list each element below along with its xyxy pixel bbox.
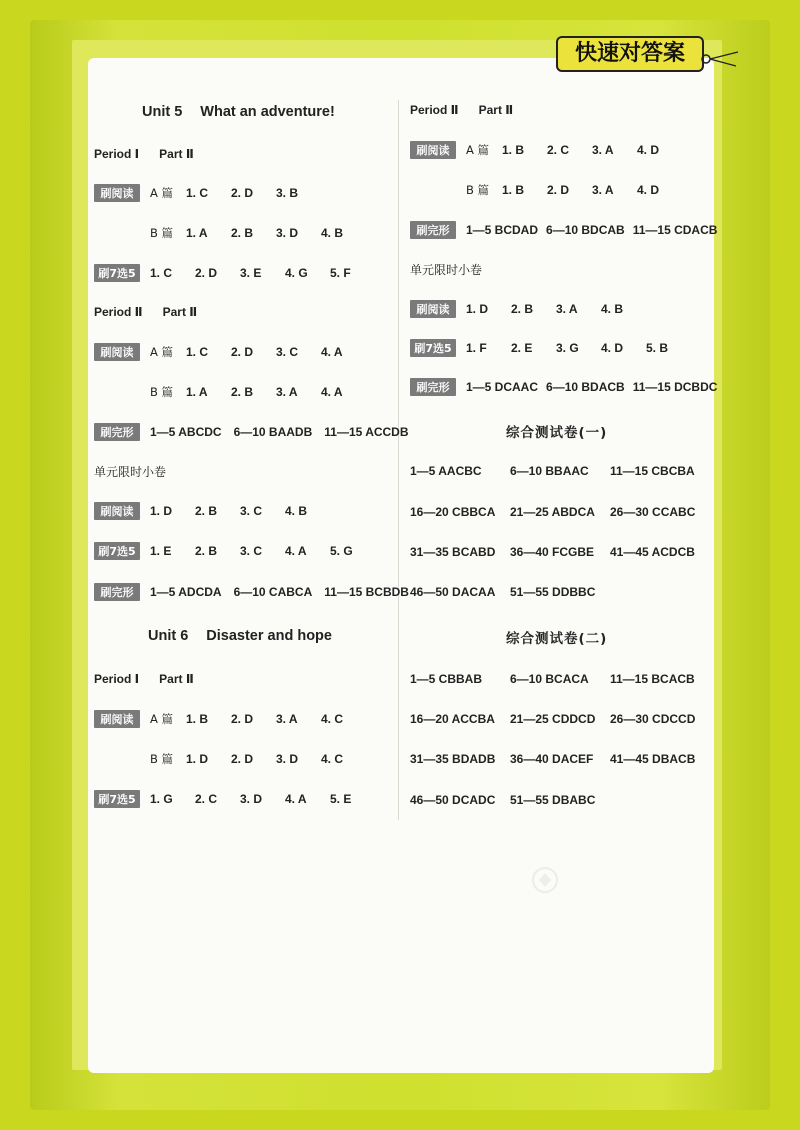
answer-group: 51—55 DDBBC	[510, 585, 596, 599]
seven-choose-five-tag: 刷7选5	[94, 790, 140, 808]
answer: 1. A	[186, 385, 208, 399]
answer-row	[410, 138, 682, 162]
answer-row	[94, 181, 321, 205]
answer: 1. G	[150, 792, 173, 806]
answer-group: 1—5 ABCDC	[150, 425, 222, 439]
period-label: Period Ⅱ	[410, 103, 459, 117]
answer-group: 31—35 BDADB	[410, 752, 496, 766]
answer: 3. D	[240, 792, 263, 806]
reading-tag: 刷阅读	[94, 710, 140, 728]
answer: 1. B	[186, 712, 209, 726]
answer-group: 6—10 BDACB	[546, 380, 625, 394]
answer-group: 1—5 ADCDA	[150, 585, 222, 599]
answer: 2. C	[195, 792, 218, 806]
answer-row	[410, 707, 710, 731]
answer: 2. D	[547, 183, 570, 197]
part-label: Part Ⅱ	[159, 147, 194, 161]
answer-group: 1—5 CBBAB	[410, 672, 483, 686]
answer: 1. A	[186, 226, 208, 240]
answer-group: 11—15 ACCDB	[324, 425, 409, 439]
unit6-title	[148, 624, 332, 648]
answer-group: 11—15 DCBDC	[632, 380, 718, 394]
seven-choose-five-tag: 刷7选5	[94, 542, 140, 560]
part-label: Part Ⅱ	[159, 672, 194, 686]
answer: 3. A	[556, 302, 578, 316]
seven-choose-five-tag: 刷7选5	[410, 339, 456, 357]
answer: 5. F	[330, 266, 351, 280]
answer-group: 16—20 CBBCA	[410, 505, 496, 519]
part-label: Part Ⅱ	[478, 103, 514, 117]
answer: 2. C	[547, 143, 570, 157]
unit-name: What an adventure!	[200, 104, 335, 120]
cloze-tag: 刷完形	[94, 583, 140, 601]
answer: 4. B	[285, 504, 308, 518]
answer-group: 36—40 DACEF	[510, 752, 594, 766]
passage-label: B 篇	[466, 183, 490, 197]
answer: 2. E	[511, 341, 533, 355]
answer: 4. D	[601, 341, 624, 355]
answer: 2. B	[195, 504, 218, 518]
answer: 1. B	[502, 183, 525, 197]
answer-row	[410, 788, 610, 812]
answer-page	[88, 58, 714, 1073]
period-label: Period Ⅱ	[94, 305, 143, 319]
answer-row	[410, 218, 717, 242]
answer: 1. B	[502, 143, 525, 157]
period-label: Period Ⅰ	[94, 147, 140, 161]
reading-tag: 刷阅读	[94, 502, 140, 520]
answer: 2. D	[231, 345, 254, 359]
period-row	[94, 300, 197, 324]
answer: 4. C	[321, 752, 344, 766]
answer-row	[94, 707, 366, 731]
answer-row	[94, 539, 375, 563]
period-row	[94, 142, 194, 166]
answer-group: 41—45 DBACB	[610, 752, 696, 766]
answer: 2. D	[231, 186, 254, 200]
period-row	[410, 98, 513, 122]
answer-row	[94, 380, 366, 404]
answer-group: 1—5 BCDAD	[466, 223, 539, 237]
answer-group: 26—30 CDCCD	[610, 712, 696, 726]
unit5-title	[142, 100, 335, 124]
cloze-tag: 刷完形	[410, 378, 456, 396]
answer-row	[410, 297, 646, 321]
answer: 4. A	[285, 792, 307, 806]
passage-label: B 篇	[150, 226, 174, 240]
cloze-tag: 刷完形	[94, 423, 140, 441]
period-row	[94, 667, 194, 691]
answer: 4. C	[321, 712, 344, 726]
answer: 1. C	[186, 186, 209, 200]
answer: 5. B	[646, 341, 669, 355]
pin-icon	[700, 50, 740, 70]
answer: 3. B	[276, 186, 299, 200]
answer: 4. A	[321, 385, 343, 399]
reading-tag: 刷阅读	[410, 141, 456, 159]
answer-row	[94, 340, 366, 364]
answer-group: 1—5 AACBC	[410, 464, 482, 478]
answer-group: 21—25 CDDCD	[510, 712, 596, 726]
answer: 3. G	[556, 341, 579, 355]
answer: 4. A	[285, 544, 307, 558]
reading-tag: 刷阅读	[94, 184, 140, 202]
answer: 4. B	[601, 302, 624, 316]
answer-group: 6—10 CABCA	[233, 585, 313, 599]
answer: 1. F	[466, 341, 487, 355]
answer: 4. A	[321, 345, 343, 359]
answer-row	[94, 261, 375, 285]
answer: 2. B	[231, 226, 254, 240]
answer-group: 21—25 ABDCA	[510, 505, 595, 519]
answer: 5. G	[330, 544, 353, 558]
period-label: Period Ⅰ	[94, 672, 140, 686]
answer-group: 26—30 CCABC	[610, 505, 696, 519]
answer-group: 11—15 CDACB	[632, 223, 718, 237]
answer-group: 6—10 BDCAB	[546, 223, 625, 237]
answer-row	[410, 178, 682, 202]
answer: 2. B	[511, 302, 534, 316]
reading-tag: 刷阅读	[410, 300, 456, 318]
answer-group: 1—5 DCAAC	[466, 380, 539, 394]
answer: 3. D	[276, 752, 299, 766]
answer: 2. B	[231, 385, 254, 399]
answer: 3. A	[276, 385, 298, 399]
answer: 1. D	[466, 302, 489, 316]
answer-row	[410, 459, 710, 483]
answer: 3. E	[240, 266, 262, 280]
answer-group: 11—15 BCACB	[610, 672, 695, 686]
unit-number: Unit 5	[142, 104, 183, 120]
answer-row	[410, 580, 610, 604]
answer-row	[94, 420, 421, 444]
answer: 1. E	[150, 544, 172, 558]
reading-tag: 刷阅读	[94, 343, 140, 361]
answer-row	[94, 787, 375, 811]
answer: 4. D	[637, 143, 660, 157]
answer: 1. C	[186, 345, 209, 359]
answer-group: 46—50 DCADC	[410, 793, 496, 807]
answer: 3. C	[240, 504, 263, 518]
answer-group: 11—15 CBCBA	[610, 464, 695, 478]
answer-row	[410, 375, 717, 399]
answer-group: 36—40 FCGBE	[510, 545, 595, 559]
answer-row	[410, 747, 710, 771]
answer: 2. D	[195, 266, 218, 280]
answer-group: 41—45 ACDCB	[610, 545, 695, 559]
answer: 3. C	[276, 345, 299, 359]
answer-row	[94, 747, 366, 771]
quick-answer-badge: 快速对答案	[556, 36, 704, 72]
unit-name: Disaster and hope	[206, 628, 332, 644]
passage-label: B 篇	[150, 752, 174, 766]
answer-group: 51—55 DBABC	[510, 793, 596, 807]
answer-group: 6—10 BAADB	[233, 425, 313, 439]
answer-group: 16—20 ACCBA	[410, 712, 495, 726]
answer-row	[410, 500, 710, 524]
answer: 1. D	[150, 504, 173, 518]
answer: 3. A	[592, 143, 614, 157]
answer: 2. D	[231, 752, 254, 766]
answer: 3. A	[276, 712, 298, 726]
answer-group: 6—10 BBAAC	[510, 464, 589, 478]
answer-row	[94, 221, 366, 245]
answer-group: 11—15 BCBDB	[324, 585, 409, 599]
passage-label: A 篇	[150, 186, 174, 200]
answer: 4. D	[637, 183, 660, 197]
answer: 1. D	[186, 752, 209, 766]
answer: 2. B	[195, 544, 218, 558]
passage-label: B 篇	[150, 385, 174, 399]
answer-group: 46—50 DACAA	[410, 585, 496, 599]
passage-label: A 篇	[150, 345, 174, 359]
answer: 3. A	[592, 183, 614, 197]
passage-label: A 篇	[150, 712, 174, 726]
column-divider	[398, 100, 399, 820]
answer: 3. C	[240, 544, 263, 558]
answer-group: 31—35 BCABD	[410, 545, 496, 559]
answer: 3. D	[276, 226, 299, 240]
answer: 1. C	[150, 266, 173, 280]
seven-choose-five-tag: 刷7选5	[94, 264, 140, 282]
answer-row	[94, 499, 330, 523]
unit-number: Unit 6	[148, 628, 189, 644]
answer-row	[410, 540, 710, 564]
watermark-icon	[530, 865, 560, 895]
answer: 4. B	[321, 226, 344, 240]
answer-row	[94, 580, 421, 604]
passage-label: A 篇	[466, 143, 490, 157]
answer: 5. E	[330, 792, 352, 806]
unit-quiz-label: 单元限时小卷	[410, 262, 483, 277]
answer: 4. G	[285, 266, 308, 280]
answer-row	[410, 667, 710, 691]
unit-quiz-label: 单元限时小卷	[94, 464, 167, 479]
part-label: Part Ⅱ	[162, 305, 198, 319]
answer-row	[410, 336, 691, 360]
test2-title: 综合测试卷(二)	[506, 631, 608, 647]
answer-group: 6—10 BCACA	[510, 672, 589, 686]
answer: 2. D	[231, 712, 254, 726]
cloze-tag: 刷完形	[410, 221, 456, 239]
test1-title: 综合测试卷(一)	[506, 425, 608, 441]
